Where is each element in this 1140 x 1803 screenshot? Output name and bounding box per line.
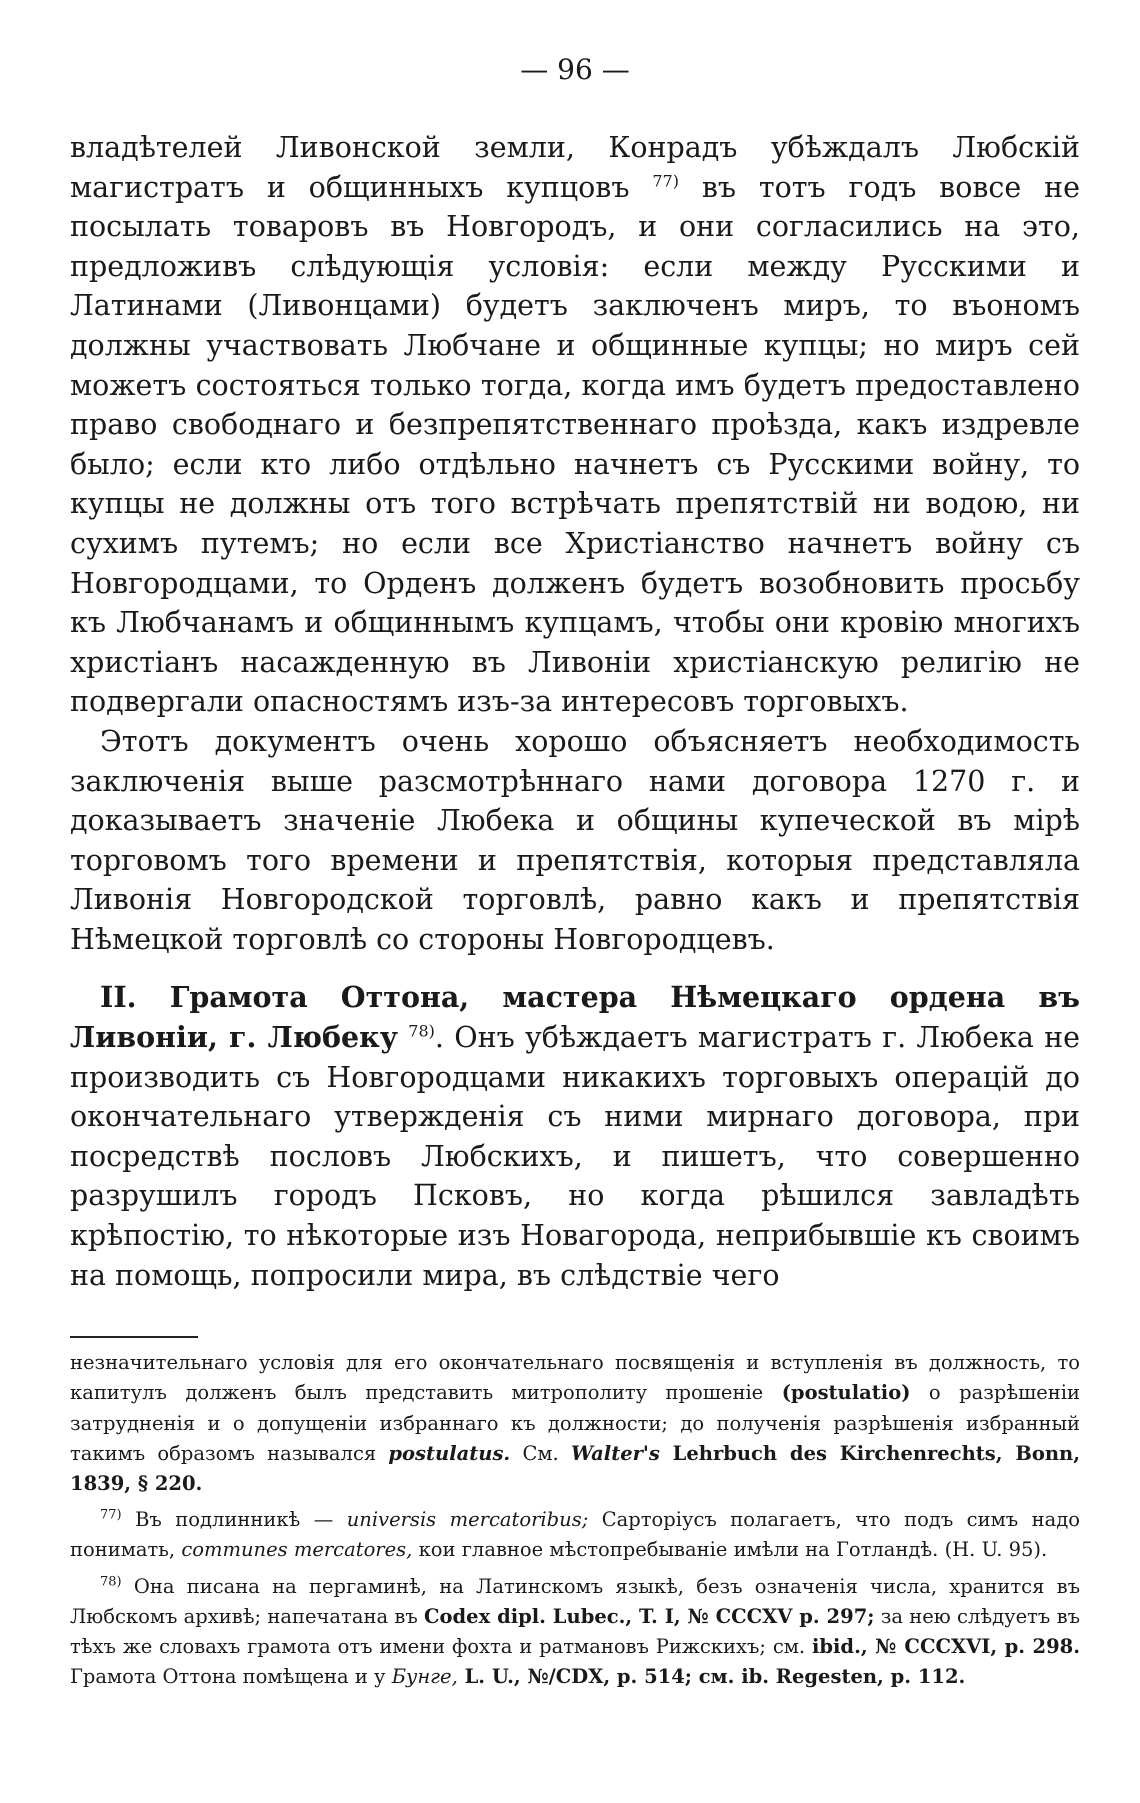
- document-page: [70, 50, 1080, 1692]
- fn-cont-text-e: См.: [510, 1441, 571, 1465]
- footnote-78-marker: 78): [100, 1574, 122, 1590]
- page-number: — 96 —: [520, 53, 630, 86]
- paragraph-3: [70, 978, 1080, 1295]
- fn78-text-g: L. U., №/CDX, p. 514; см. ib. Regesten, p. 112.: [457, 1665, 966, 1689]
- footnote-77: [70, 1505, 1080, 1565]
- fn-cont-text-g: Lehrbuch des Kirchenrechts, Bonn, 1839, § 220.: [70, 1441, 1080, 1496]
- footnote-77-marker: 77): [100, 1507, 122, 1523]
- fn-cont-text-b: (postulatio): [781, 1381, 911, 1405]
- section-heading-ii: II. Грамота Оттона, мастера Нѣмецкаго ордена въ Ливоніи, г. Любеку: [70, 980, 1080, 1055]
- paragraph-1-text-a: владѣтелей Ливонской земли, Конрадъ убѣждалъ Любскій магистратъ и общинныхъ купцовъ: [70, 131, 1080, 204]
- footnote-ref-77: 77): [652, 171, 679, 191]
- fn-cont-text-f: Walter's: [570, 1441, 660, 1465]
- fn77-text-d: communes mercatores,: [181, 1538, 413, 1562]
- paragraph-3-body: . Онъ убѣждаетъ магистратъ г. Любека не производить съ Новгородцами никакихъ торговыхъ операцій до окончательнаго утвержденія съ ними мирнаго договора, при посредствѣ пословъ Любскихъ, и пишетъ, что совершенно разрушилъ городъ Псковъ, но когда рѣшился завладѣть крѣпостію, то нѣкоторые изъ Новагорода, неприбывшіе къ своимъ на помощь, попросили мира, въ слѣдствіе чего: [70, 1021, 1081, 1292]
- fn78-text-a: Она писана на пергаминѣ, на Латинскомъ языкѣ, безъ означенія числа, хранится въ Любскомъ архивѣ; напечатана въ: [70, 1574, 1080, 1628]
- main-text: [70, 128, 1080, 1295]
- fn78-text-d: ibid., № CCCXVI, p. 298.: [811, 1635, 1080, 1659]
- paragraph-continuation: [70, 128, 1080, 722]
- fn77-text-b: universis mercatoribus;: [346, 1508, 589, 1532]
- fn78-text-c: за нею слѣдуетъ въ тѣхъ же словахъ грамота отъ имени фохта и ратмановъ Рижскихъ; см.: [70, 1604, 1080, 1659]
- fn77-text-e: кои главное мѣстопребываніе имѣли на Готландѣ. (H. U. 95).: [412, 1538, 1048, 1562]
- footnote-divider: [70, 1336, 198, 1338]
- fn-cont-text-d: postulatus.: [388, 1441, 511, 1465]
- footnote-ref-78: 78): [408, 1021, 435, 1041]
- fn-cont-text-c: о разрѣшеніи затрудненія и о допущеніи избраннаго къ должности; до полученія разрѣшенія избранный такимъ образомъ назывался: [70, 1381, 1080, 1465]
- fn77-text-a: Въ подлинникѣ —: [121, 1508, 347, 1532]
- footnotes: [70, 1348, 1080, 1692]
- fn-cont-text-a: незначительнаго условія для его окончательнаго посвященія и вступленія въ должность, то капитулъ долженъ былъ представить митрополиту прошеніе: [70, 1351, 1080, 1405]
- fn77-text-c: Сарторіусъ полагаетъ, что подъ симъ надо понимать,: [70, 1508, 1080, 1562]
- fn78-text-f: Бунге,: [391, 1665, 458, 1689]
- paragraph-2: Этотъ документъ очень хорошо объясняетъ необходимость заключенія выше разсмотрѣннаго нами договора 1270 г. и доказываетъ значеніе Любека и общины купеческой въ мірѣ торговомъ того времени и препятствія, которыя представляла Ливонія Новгородской торговлѣ, равно какъ и препятствія Нѣмецкой торговлѣ со стороны Новгородцевъ.: [70, 724, 1080, 956]
- paragraph-1-text-b: въ тотъ годъ вовсе не посылать товаровъ въ Новгородъ, и они согласились на это, предложивъ слѣдующія условія: если между Русскими и Латинами (Ливонцами) будетъ заключенъ миръ, то въономъ должны участвовать Любчане и общинные купцы; но миръ сей можетъ состояться только тогда, когда имъ будетъ предоставлено право свободнаго и безпрепятственнаго проѣзда, какъ издревле было; если кто либо отдѣльно начнетъ съ Русскими войну, то купцы не должны отъ того встрѣчать препятствій ни водою, ни сухимъ путемъ; но если все Христіанство начнетъ войну съ Новгородцами, то Орденъ долженъ будетъ возобновить просьбу къ Любчанамъ и общиннымъ купцамъ, чтобы они кровію многихъ христіанъ насажденную въ Ливоніи христіанскую религію не подвергали опасностямъ изъ-за интересовъ торговыхъ.: [70, 170, 1080, 719]
- fn78-text-e: Грамота Оттона помѣщена и у: [70, 1665, 392, 1689]
- fn78-text-b: Codex dipl. Lubec., T. I, № CCCXV p. 297;: [424, 1604, 875, 1628]
- footnote-78: [70, 1572, 1080, 1693]
- footnote-continuation: [70, 1348, 1080, 1499]
